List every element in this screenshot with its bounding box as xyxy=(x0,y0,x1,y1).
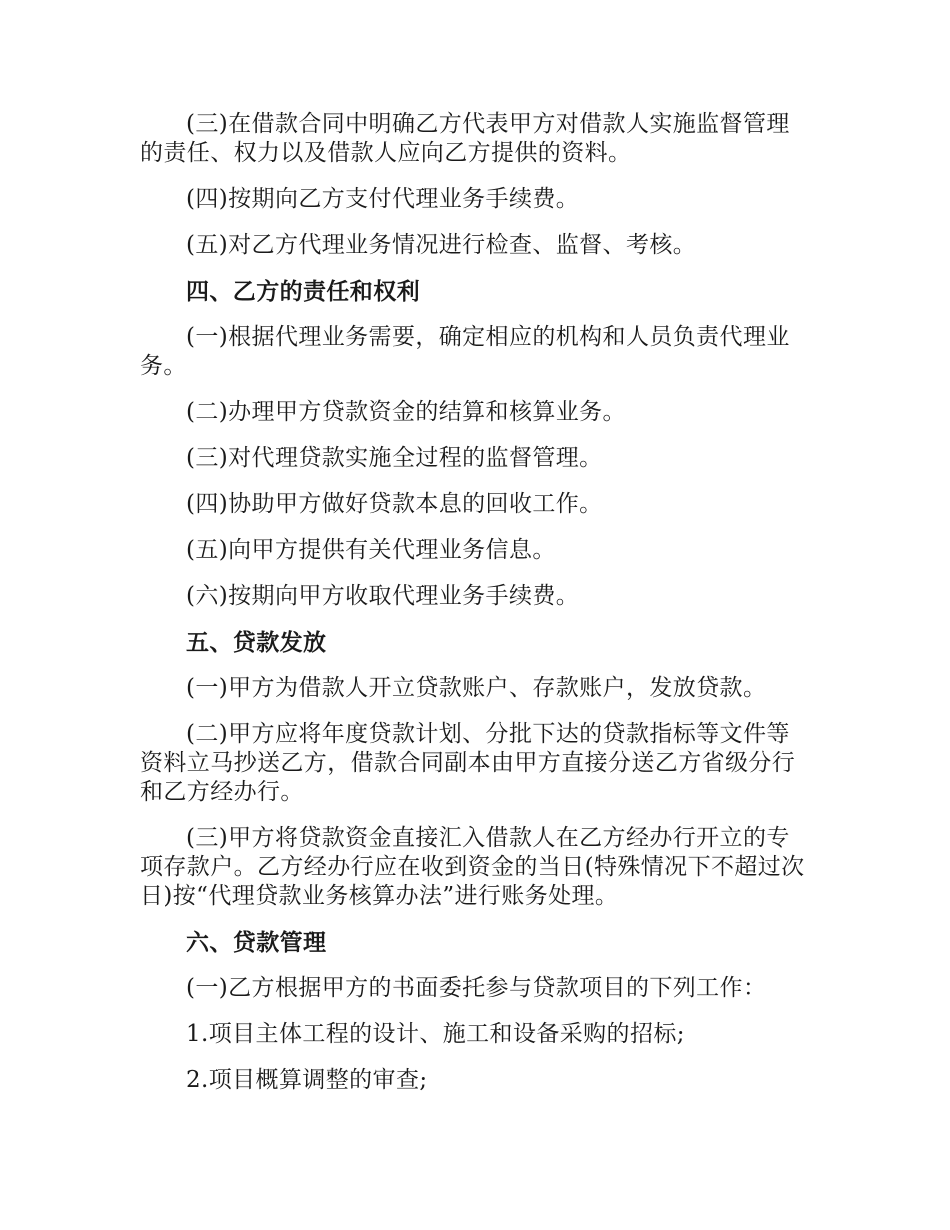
list-item: 1.项目主体工程的设计、施工和设备采购的招标; xyxy=(186,1021,685,1047)
paragraph: (一)根据代理业务需要，确定相应的机构和人员负责代理业务。 xyxy=(140,324,790,379)
paragraph: (五)向甲方提供有关代理业务信息。 xyxy=(186,537,556,563)
paragraph: (四)按期向乙方支付代理业务手续费。 xyxy=(186,186,580,212)
paragraph: (二)甲方应将年度贷款计划、分批下达的贷款指标等文件等资料立马抄送乙方，借款合同副本由甲方直接分送乙方省级分行和乙方经办行。 xyxy=(140,721,796,805)
paragraph: (五)对乙方代理业务情况进行检查、监督、考核。 xyxy=(186,232,697,258)
section-heading: 五、贷款发放 xyxy=(186,629,327,656)
paragraph: (三)对代理贷款实施全过程的监督管理。 xyxy=(186,445,603,471)
paragraph: (二)办理甲方贷款资金的结算和核算业务。 xyxy=(186,399,626,425)
document-page xyxy=(140,110,812,1095)
paragraph: (六)按期向甲方收取代理业务手续费。 xyxy=(186,583,580,609)
paragraph: (三)甲方将贷款资金直接汇入借款人在乙方经办行开立的专项存款户。乙方经办行应在收到资金的当日(特殊情况下不超过次日)按“代理贷款业务核算办法”进行账务处理。 xyxy=(140,825,805,909)
section-heading: 四、乙方的责任和权利 xyxy=(186,278,420,305)
paragraph: (四)协助甲方做好贷款本息的回收工作。 xyxy=(186,491,603,517)
list-item: 2.项目概算调整的审查; xyxy=(186,1067,428,1093)
paragraph: (三)在借款合同中明确乙方代表甲方对借款人实施监督管理的责任、权力以及借款人应向乙方提供的资料。 xyxy=(140,111,790,166)
section-heading: 六、贷款管理 xyxy=(186,929,327,956)
paragraph: (一)甲方为借款人开立贷款账户、存款账户，发放贷款。 xyxy=(186,675,767,701)
paragraph: (一)乙方根据甲方的书面委托参与贷款项目的下列工作： xyxy=(186,975,767,1001)
